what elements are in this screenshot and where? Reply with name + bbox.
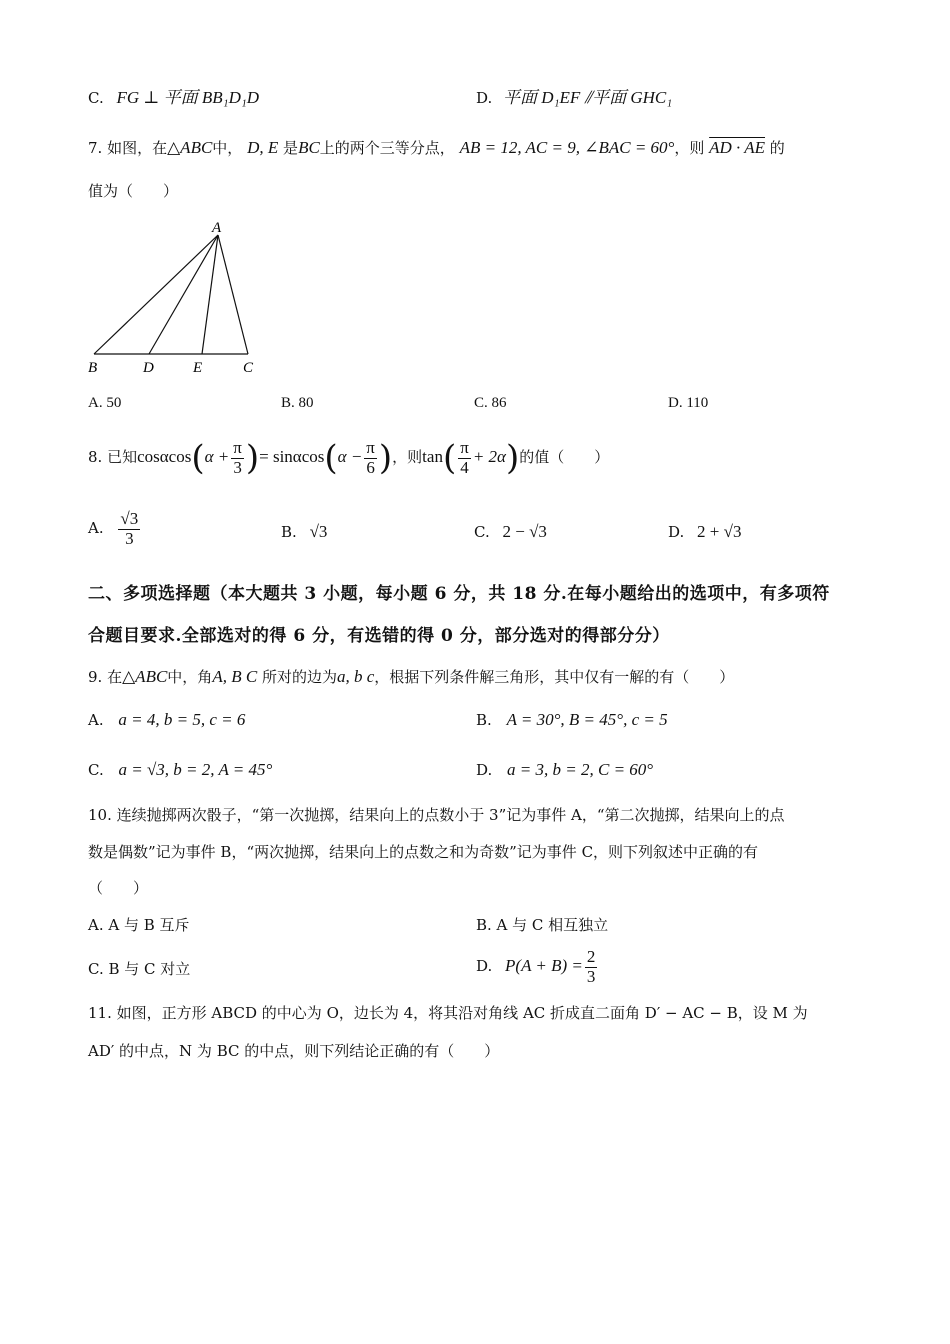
- section2-heading-line1: 二、多项选择题（本大题共 3 小题，每小题 6 分，共 18 分.在每小题给出的选项中，有多项符: [88, 584, 830, 604]
- segment-ad: [149, 235, 218, 354]
- q8-option-d: [668, 522, 741, 542]
- q8-tan: tan: [422, 447, 443, 466]
- option-value: a = √3, b = 2, A = 45°: [118, 760, 273, 779]
- q7-stem-line1: [88, 138, 785, 158]
- q8-lhs: cosαcos: [137, 447, 192, 466]
- section2-heading-line2: 合题目要求.全部选对的得 6 分，有选错的得 0 分，部分选对的得部分分）: [88, 626, 670, 646]
- q7-triangle-figure: [82, 215, 272, 380]
- option-label: A.: [88, 711, 104, 729]
- frac-den: 3: [125, 528, 134, 548]
- option-label: D.: [668, 523, 685, 541]
- q11-stem-line2: AD′ 的中点，N 为 BC 的中点，则下列结论正确的有（ ）: [88, 1042, 500, 1060]
- frac-num: π: [233, 437, 242, 457]
- q7-number: 7.: [88, 139, 103, 157]
- q8-frac3: [458, 439, 471, 477]
- vertex-label-b: B: [88, 360, 98, 376]
- q6-option-c-math: FG ⊥ 平面 BB₁D₁D: [116, 88, 260, 107]
- q10-stem-line3: （ ）: [88, 879, 149, 897]
- option-label: B.: [281, 523, 297, 541]
- vertex-label-c: C: [243, 360, 254, 376]
- q10-option-d-fraction: [585, 948, 598, 986]
- q8-option-a: [88, 510, 142, 548]
- q7-option-a: A. 50: [88, 395, 122, 411]
- q7-text: 的: [769, 139, 785, 157]
- q8-rhs: = sinαcos: [259, 447, 325, 466]
- frac-num: √3: [120, 509, 139, 528]
- segment-ae: [202, 235, 218, 354]
- option-value: 2 + √3: [697, 522, 742, 541]
- q8-arg3: + 2α: [472, 447, 506, 466]
- side-ab: [94, 235, 218, 354]
- q7-option-b: B. 80: [281, 395, 314, 411]
- q9-angles: A, B C: [212, 667, 258, 686]
- q10-option-b: B. A 与 C 相互独立: [476, 916, 609, 934]
- q7-option-c: C. 86: [474, 395, 507, 411]
- q7-condition: AB = 12, AC = 9, ∠BAC = 60°: [459, 138, 675, 157]
- q7-text: ，则: [674, 139, 705, 157]
- option-value: a = 4, b = 5, c = 6: [118, 710, 246, 729]
- option-label: D.: [476, 957, 493, 976]
- q6-option-c: [88, 88, 259, 108]
- q11-stem-line1: 11. 如图，正方形 ABCD 的中心为 O，边长为 4，将其沿对角线 AC 折成直二面角 D′ − AC − B，设 M 为: [88, 1004, 808, 1022]
- option-value: 2 − √3: [502, 522, 547, 541]
- frac-den: 3: [586, 966, 596, 986]
- option-value: A = 30°, B = 45°, c = 5: [506, 710, 668, 729]
- point-label-e: E: [193, 360, 203, 376]
- q9-number: 9.: [88, 668, 103, 686]
- option-label: B.: [476, 711, 492, 729]
- option-value: a = 3, b = 2, C = 60°: [507, 760, 654, 779]
- frac-den: 4: [460, 457, 469, 477]
- q7-text: 中，: [212, 139, 243, 157]
- q9-text: 在: [107, 668, 123, 686]
- option-label: D.: [476, 761, 493, 779]
- option-value: √3: [309, 522, 328, 541]
- q7-text: 上的两个三等分点，: [319, 139, 455, 157]
- q8-arg2: α −: [337, 447, 363, 466]
- q8-text: ，则: [392, 448, 423, 466]
- q8-option-c: [474, 522, 547, 542]
- q7-segment: BC: [298, 138, 320, 157]
- q7-text: 是: [283, 139, 299, 157]
- q8-frac2: [364, 439, 377, 477]
- q6-option-d-math: 平面 D₁EF ⫽平面 GHC₁: [503, 88, 673, 107]
- q9-triangle: △ABC: [122, 667, 168, 686]
- q10-option-c: C. B 与 C 对立: [88, 960, 191, 978]
- q10-stem-line2: 数是偶数”记为事件 B，“两次抛掷，结果向上的点数之和为奇数”记为事件 C，则下列叙述中正确的有: [88, 843, 759, 861]
- q9-text: ，根据下列条件解三角形，其中仅有一解的有（ ）: [374, 668, 735, 686]
- q9-text: 中，角: [167, 668, 213, 686]
- option-value: P(A + B) =: [505, 956, 583, 976]
- option-label: C.: [88, 761, 104, 779]
- frac-num: π: [366, 437, 375, 457]
- q8-option-a-fraction: [118, 510, 140, 548]
- q9-option-c: [88, 760, 272, 780]
- q8-stem: 8. 已知cosαcos(α + $\frac{\pi}{3}$ )= sinαcos(α − $\frac{\pi}{6}$ )，则tan( $\frac{\pi}{4}$ + 2α)的值（ ）: [88, 437, 610, 478]
- q9-option-a: [88, 710, 245, 730]
- q9-option-d: [476, 760, 653, 780]
- q9-stem: [88, 667, 734, 687]
- q10-option-a: A. A 与 B 互斥: [88, 916, 190, 934]
- q8-arg1: α +: [204, 447, 230, 466]
- frac-den: 3: [233, 457, 242, 477]
- q10-option-d: [476, 948, 599, 986]
- q9-text: 所对的边为: [261, 668, 337, 686]
- side-ac: [218, 235, 248, 354]
- frac-den: 6: [366, 457, 375, 477]
- q8-frac1: [231, 439, 244, 477]
- q8-text: 的值（ ）: [519, 448, 610, 466]
- q8-text: 已知: [107, 448, 138, 466]
- option-label: A.: [88, 519, 104, 538]
- q6-option-d-label: D.: [476, 89, 493, 107]
- vertex-label-a: A: [212, 220, 222, 236]
- q8-option-b: [281, 522, 327, 542]
- q7-triangle: △ABC: [167, 138, 213, 157]
- frac-num: 2: [586, 947, 596, 966]
- q7-stem-line2: 值为（ ）: [88, 182, 179, 200]
- q6-option-c-label: C.: [88, 89, 104, 107]
- q7-text: 如图，在: [107, 139, 168, 157]
- q7-option-d: D. 110: [668, 395, 709, 411]
- frac-num: π: [460, 437, 469, 457]
- q8-number: 8.: [88, 448, 103, 466]
- q7-vector-expression: AD · AE: [709, 138, 766, 157]
- point-label-d: D: [143, 360, 154, 376]
- q6-option-d: [476, 88, 672, 108]
- q9-option-b: [476, 710, 668, 730]
- q9-sides: a, b c: [336, 667, 375, 686]
- q7-points: D, E: [247, 138, 279, 157]
- q10-stem-line1: 10. 连续抛掷两次骰子，“第一次抛掷，结果向上的点数小于 3”记为事件 A，“第二次抛掷，结果向上的点: [88, 806, 785, 824]
- option-label: C.: [474, 523, 490, 541]
